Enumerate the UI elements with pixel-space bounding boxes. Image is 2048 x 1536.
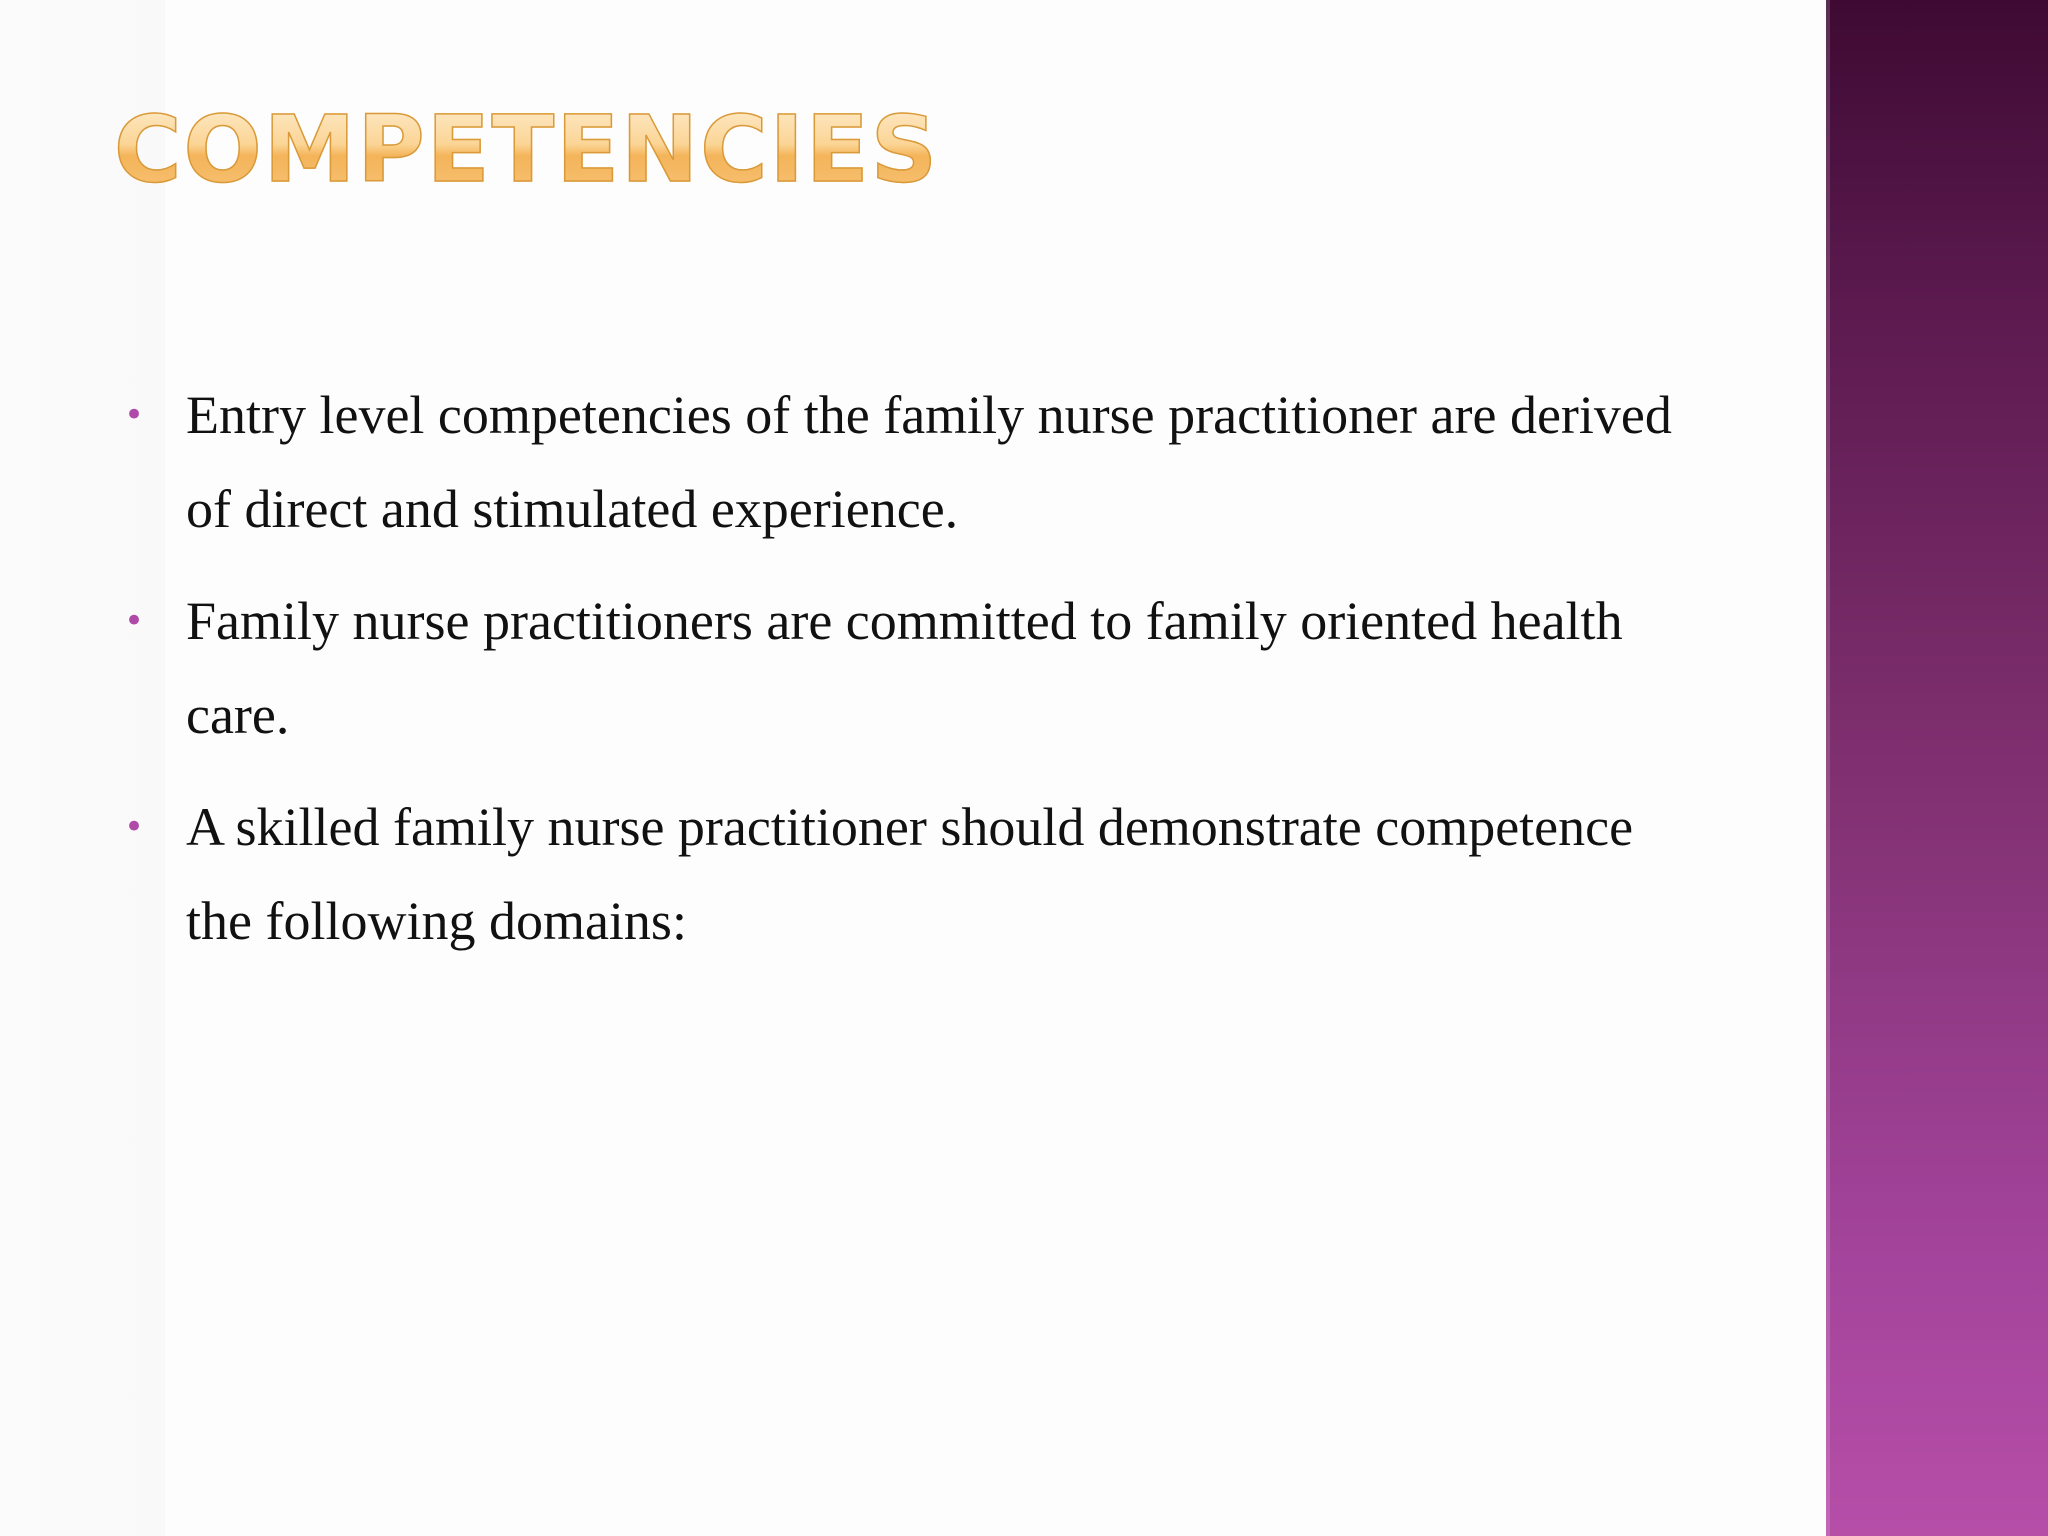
decorative-side-bar [1826,0,2048,1536]
bullet-text: A skilled family nurse practitioner should demonstrate competence the following domains: [186,797,1634,951]
bullet-text: Family nurse practitioners are committed to family oriented health care. [186,591,1623,745]
bullet-list [120,368,1680,986]
bullet-item [120,368,1680,556]
side-bar-edge [1826,0,1830,1536]
bullet-item [120,574,1680,762]
bullet-dot-icon: • [124,395,145,435]
bullet-text: Entry level competencies of the family nurse practitioner are derived of direct and stimulated experience. [186,385,1672,539]
bullet-dot-icon: • [124,601,145,641]
bullet-item [120,780,1680,968]
slide-title: COMPETENCIES [114,90,939,210]
bullet-dot-icon: • [124,807,145,847]
